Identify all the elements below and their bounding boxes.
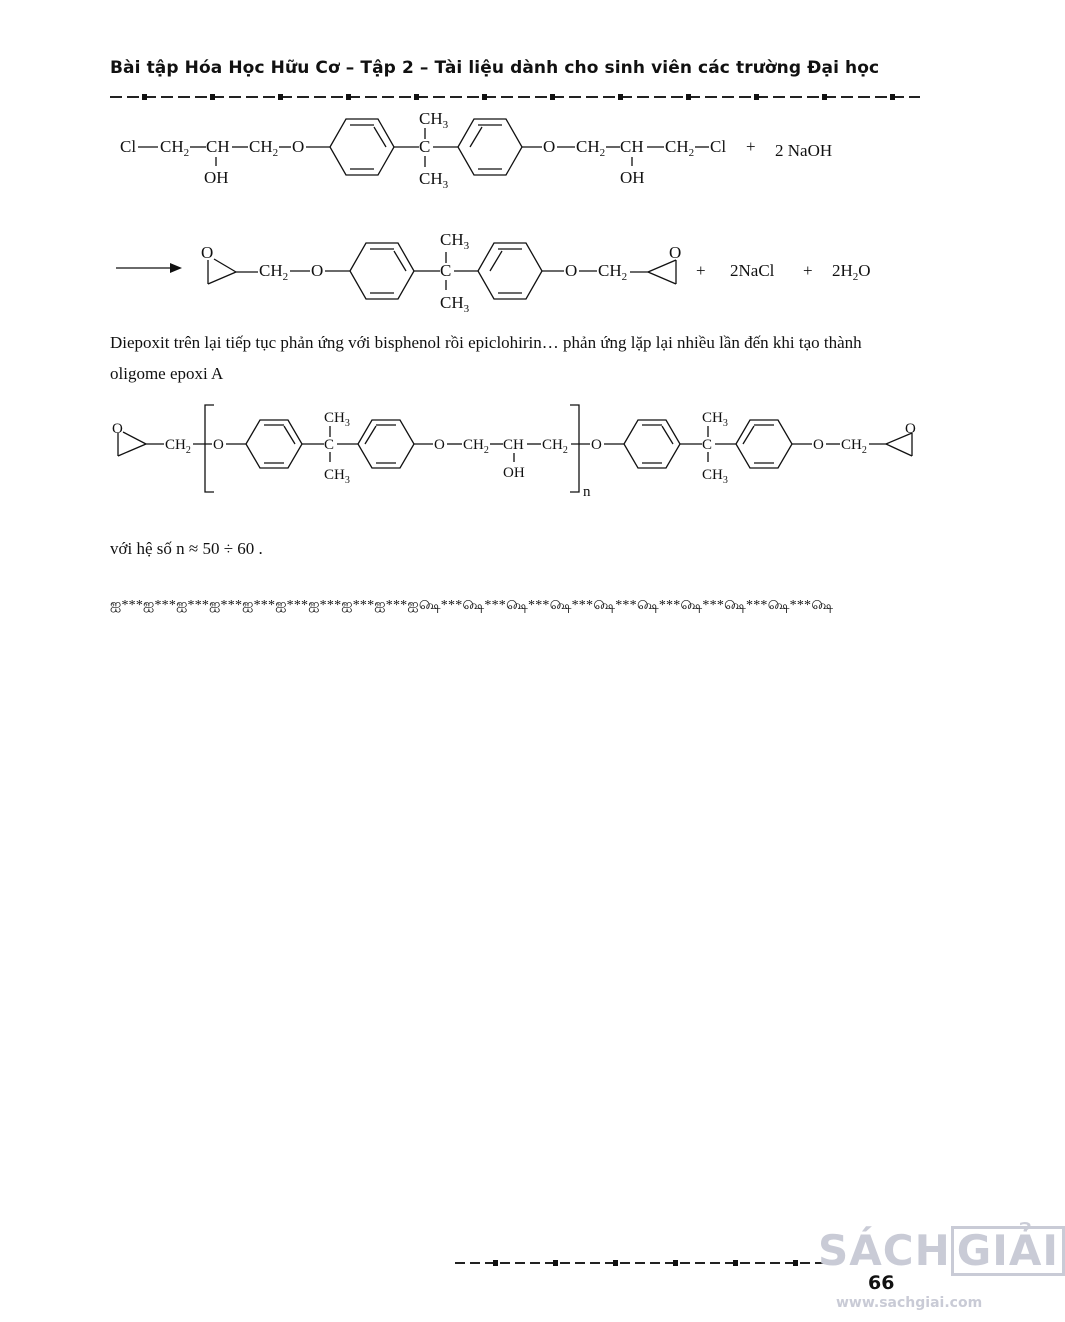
hydroxyl-label: OH [503,465,525,481]
ether-oxygen-label: O [311,261,324,280]
repeat-index-n: n [583,484,591,500]
methyl-label: $CH_3$ [419,109,449,131]
reagent-naoh: 2 NaOH [775,141,833,160]
coefficient-note: với hệ số n ≈ 50 ÷ 60 . [110,539,263,558]
ch2-label: $CH_2$ [598,261,628,283]
reaction-1-structure [0,104,1024,204]
ch-label: CH [620,137,644,156]
rule-tick [553,1260,558,1266]
ether-oxygen-label: O [213,437,224,453]
water: $2H_2O$ [832,261,871,283]
page-number: 66 [868,1272,895,1294]
rule-tick [482,94,487,100]
rule-tick [673,1260,678,1266]
benzene-ring [330,119,394,175]
epoxide-ring [208,259,236,284]
hydroxyl-label: OH [204,168,229,187]
ch2-label: $CH_2$ [576,137,606,159]
quaternary-carbon-label: C [324,437,335,453]
ch2-label: $CH_2$ [165,437,191,456]
rule-tick [733,1260,738,1266]
rule-tick [210,94,215,100]
benzene-ring [358,420,414,468]
benzene-ring [458,119,522,175]
rule-tick [346,94,351,100]
ether-oxygen-label: O [543,137,556,156]
ch2-label: $CH_2$ [542,437,568,456]
ch-label: CH [503,437,524,453]
methyl-label: $CH_3$ [419,169,449,191]
ether-oxygen-label: O [813,437,824,453]
methyl-label: $CH_3$ [440,293,470,315]
rule-tick [890,94,895,100]
quaternary-carbon-label: C [419,137,431,156]
methyl-label: $CH_3$ [324,467,350,486]
rule-tick [822,94,827,100]
epoxide-oxygen-label: O [905,421,916,437]
rule-tick [754,94,759,100]
reaction-2-structure [0,224,1024,324]
right-bracket [570,405,579,492]
hydroxyl-label: OH [620,168,645,187]
plus-sign: + [696,261,706,280]
rule-tick [618,94,623,100]
rule-tick [493,1260,498,1266]
methyl-label: $CH_3$ [324,410,350,429]
benzene-ring [350,243,414,299]
rule-tick [142,94,147,100]
chlorine-label: Cl [710,137,727,156]
epoxide-oxygen-label: O [669,243,682,262]
section-ornament: ஐ***ஐ***ஐ***ஐ***ஐ***ஐ***ஐ***ஐ***ஐ***ஐ௸***௸***௸***௸***௸***௸***௸***௸***௸***௸ [110,598,834,613]
ch2-label: $CH_2$ [841,437,867,456]
rule-tick [686,94,691,100]
reaction-arrow-icon [170,263,182,273]
quaternary-carbon-label: C [440,261,452,280]
ether-oxygen-label: O [565,261,578,280]
ch2-label: $CH_2$ [259,261,289,283]
rule-tick [613,1260,618,1266]
header-divider [110,93,920,101]
plus-sign: + [746,137,756,156]
ch2-label: $CH_2$ [665,137,695,159]
ether-oxygen-label: O [292,137,305,156]
epoxide-ring [648,260,676,284]
rule-tick [414,94,419,100]
ether-oxygen-label: O [434,437,445,453]
chlorine-label: Cl [120,137,137,156]
footer-divider [455,1259,825,1267]
ch2-label: $CH_2$ [249,137,279,159]
ch2-label: $CH_2$ [160,137,190,159]
rule-tick [793,1260,798,1266]
benzene-ring [736,420,792,468]
methyl-label: $CH_3$ [702,410,728,429]
oligomer-structure [0,400,1024,505]
methyl-label: $CH_3$ [702,467,728,486]
ch2-label: $CH_2$ [463,437,489,456]
ether-oxygen-label: O [591,437,602,453]
sodium-chloride: 2NaCl [730,261,775,280]
explanation-paragraph: Diepoxit trên lại tiếp tục phản ứng với bisphenol rồi epiclohirin… phản ứng lặp lại nhiều lần đến khi tạo thành oligome epoxi A [110,333,862,383]
rule-tick [278,94,283,100]
rule-tick [550,94,555,100]
ch-label: CH [206,137,230,156]
benzene-ring [246,420,302,468]
plus-sign: + [803,261,813,280]
page-header: Bài tập Hóa Học Hữu Cơ – Tập 2 – Tài liệu dành cho sinh viên các trường Đại học [110,58,880,78]
watermark-url: www.sachgiai.com [836,1295,983,1311]
methyl-label: $CH_3$ [440,230,470,252]
benzene-ring [478,243,542,299]
quaternary-carbon-label: C [702,437,713,453]
benzene-ring [624,420,680,468]
epoxide-oxygen-label: O [112,421,123,437]
epoxide-oxygen-label: O [201,243,214,262]
watermark-logo: SÁCH GIẢI [818,1226,1065,1276]
